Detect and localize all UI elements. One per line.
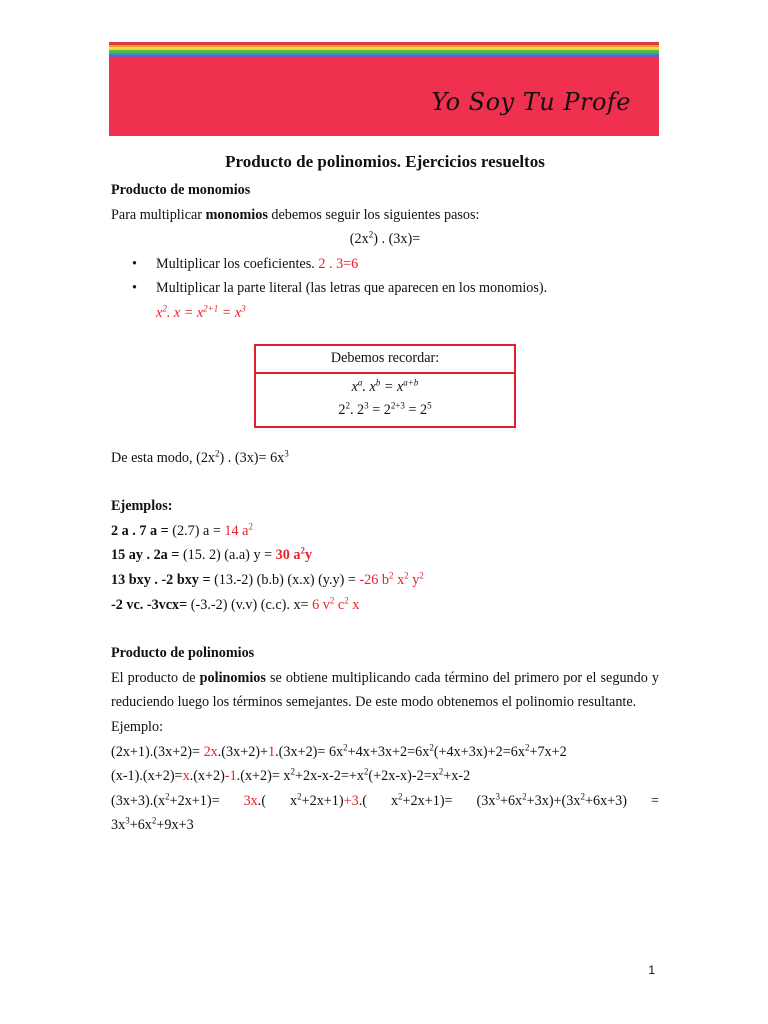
header-banner (109, 42, 659, 136)
example-line: 15 ay . 2a = (15. 2) (a.a) y = 30 $a^2y$ (111, 545, 313, 564)
polynomial-example-2: $(x-1).(x+2)=x.(x+2)-1.(x+2)= x^2+2x-x-2=+x^2(+2x-x)-2=x^2+x-2$ (111, 766, 471, 785)
example-line: 13 bxy . -2 bxy = (13.-2) (b.b) (x.x) (y.y) = -26 $b^2$ $x^2$ $y^2$ (111, 570, 424, 588)
steps-list (111, 252, 659, 301)
exponent-rule: $x^a$. $x^b = x^{a+b}$ (351, 376, 419, 395)
polynomial-example-1: $(2x+1).(3x+2)= 2x.(3x+2)+1.(3x+2)= 6x^2+4x+3x+2=6x^2(+4x+3x)+2=6x^2+7x+2$ (111, 741, 567, 760)
reminder-rules (256, 374, 514, 426)
page-title: Producto de polinomios. Ejercicios resueltos (225, 152, 545, 171)
section-heading-polinomios: Producto de polinomios (111, 645, 255, 662)
document-body (111, 150, 659, 838)
example-line: 2 a . 7 a = (2.7) a = 14 $a^2$ (111, 521, 253, 539)
result-line: De esta modo, $(2x^2)$ . $(3x)= 6x^3$ (111, 447, 289, 466)
reminder-box (254, 344, 516, 428)
list-item: • Multiplicar los coeficientes. 2 . 3=6 (111, 252, 659, 277)
list-item: • Multiplicar la parte literal (las letras que aparecen en los monomios). (111, 276, 659, 301)
polynomial-example-3-result: $3x^3+6x^2+9x+3$ (111, 815, 194, 834)
section-heading-monomios: Producto de monomios (111, 182, 251, 198)
exponent-example: $2^2$. $2^3 = 2^{2+3} = 2^5$ (338, 399, 432, 418)
examples-heading: Ejemplos: (111, 498, 173, 515)
monomial-equation: $(2x^2)$ . (3x)= (349, 229, 421, 248)
polynomial-paragraph: El producto de polinomios se obtiene multiplicando cada término del primero por el segundo y reduciendo luego los términos semejantes. De este modo obtenemos el polinomio resultante. (111, 669, 659, 711)
example-label: Ejemplo: (111, 718, 164, 735)
literal-part-equation: $x^2$. $x = x^{2+1} = x^3$ (156, 303, 246, 321)
page-number: 1 (648, 963, 655, 977)
polynomial-example-3: $(3x+3).(x^2+2x+1)=$ 3x.( $x^2+2x+1)+3$.( $x^2+2x+1)=$ $(3x^3+6x^2+3x)+(3x^2+6x+3)$ = (111, 790, 659, 809)
reminder-header: Debemos recordar: (256, 346, 514, 374)
brand-logo: Yo Soy Tu Profe (431, 88, 631, 116)
rainbow-stripes (109, 42, 659, 58)
intro-paragraph: Para multiplicar monomios debemos seguir los siguientes pasos: (111, 206, 480, 223)
example-line: -2 vc. -3vcx= (-3.-2) (v.v) (c.c). x= 6 $v^2$ $c^2$ x (111, 594, 360, 613)
